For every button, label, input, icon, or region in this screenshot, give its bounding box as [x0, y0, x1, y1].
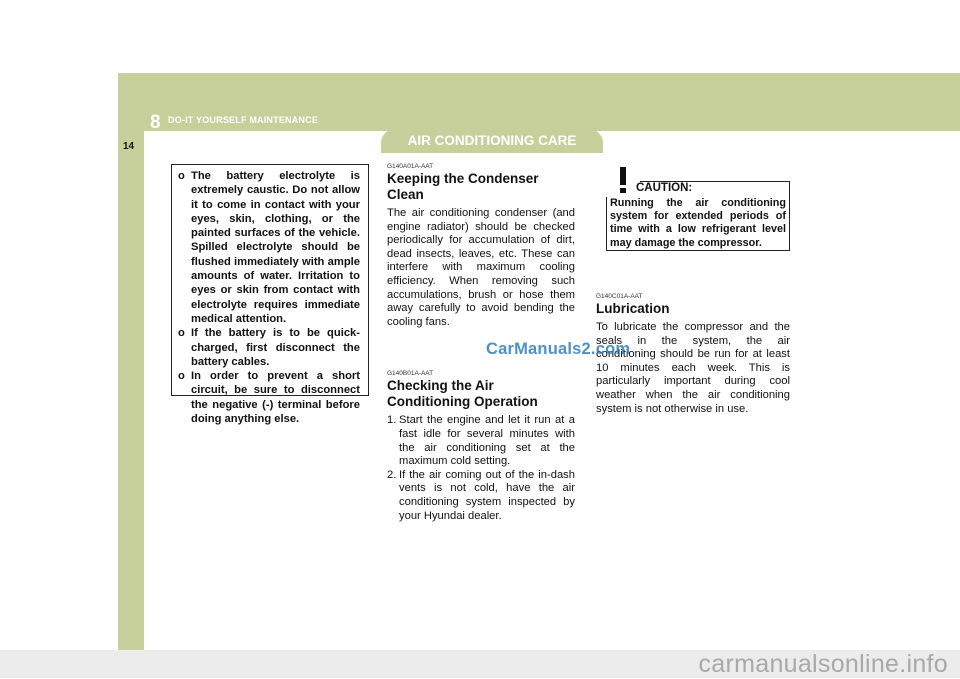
watermark: CarManuals2.com: [486, 340, 631, 358]
section-code: G140A01A-AAT: [387, 163, 434, 170]
list-item: 2. If the air coming out of the in-dash vents is not cold, have the air conditioning system inspected by your Hyundai dealer.: [387, 468, 575, 522]
warning-item: o If the battery is to be quick-charged, first disconnect the battery cables.: [178, 327, 360, 368]
section-body: The air conditioning condenser (and engine radiator) should be checked periodically for accumulation of dirt, dead insects, leaves, etc. These can interfere with maximum cooling efficiency. When removing such accumulations, brush or hose them away carefully to avoid bending the cooling fans.: [387, 207, 575, 328]
warning-item: o In order to prevent a short circuit, be sure to disconnect the negative (-) terminal before doing anything else.: [178, 370, 360, 426]
caution-text: Running the air conditioning system for extended periods of time with a low refrigerant level may damage the compressor.: [610, 197, 786, 249]
chapter-title: DO-IT YOURSELF MAINTENANCE: [168, 115, 319, 125]
chapter-number: 8: [150, 112, 161, 133]
section-body: To lubricate the compressor and the seals in the system, the air conditioning should be run for at least 10 minutes each week. This is particularly important during cool weather when the air conditioning system is not otherwise in use.: [596, 321, 790, 415]
caution-title: CAUTION:: [636, 182, 693, 194]
section-heading: Keeping the Condenser Clean: [387, 171, 539, 202]
exclamation-icon: [606, 163, 640, 197]
section-title: AIR CONDITIONING CARE: [381, 129, 603, 153]
side-tab: [118, 131, 144, 678]
page-number: 14: [123, 141, 135, 152]
section-heading: Lubrication: [596, 301, 670, 316]
section-code: G140B01A-AAT: [387, 370, 434, 378]
section-code: G140C01A-AAT: [596, 293, 643, 300]
warning-item: o The battery electrolyte is extremely caustic. Do not allow it to come in contact with your eyes, skin, clothing, or the painted surfaces of the vehicle. Spilled electrolyte should be flushed immediately with ample amounts of water. Irritation to eyes or skin from contact with electrolyte requires immediate medical attention.: [178, 170, 360, 325]
list-item: 1. Start the engine and let it run at a fast idle for several minutes with the air conditioning set at the maximum cold setting.: [387, 414, 575, 468]
battery-warning-box: [171, 164, 369, 426]
section-heading: Checking the Air Conditioning Operation: [387, 378, 538, 410]
footer-watermark: carmanualsonline.info: [698, 650, 948, 678]
